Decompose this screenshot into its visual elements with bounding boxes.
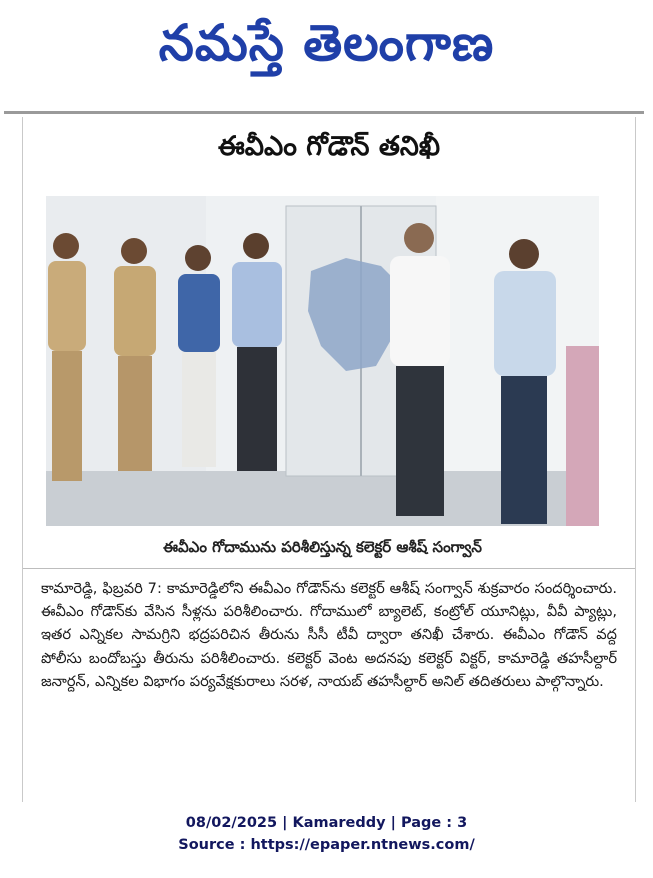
- news-article: [22, 117, 636, 802]
- page-footer: [0, 812, 653, 856]
- newspaper-logo-title: నమస్తే తెలంగాణ: [158, 14, 495, 72]
- masthead-divider: [4, 111, 644, 114]
- photo-caption: ఈవీఎం గోదామును పరిశీలిస్తున్న కలెక్టర్ ఆశీష్ సంగ్వాన్: [163, 538, 482, 556]
- article-photo: [46, 196, 599, 526]
- footer-source-link[interactable]: Source : https://epaper.ntnews.com/: [178, 837, 475, 853]
- footer-date-edition-page: 08/02/2025 | Kamareddy | Page : 3: [185, 815, 468, 831]
- photo-illustration: [46, 196, 599, 526]
- article-body: [41, 577, 617, 693]
- article-paragraph: కామారెడ్డి, ఫిబ్రవరి 7: కామారెడ్డిలోని ఈవీఎం గోడౌన్‌ను కలెక్టర్ ఆశీష్ సంగ్వాన్ శుక్రవారం సందర్శించారు. ఈవీఎం గోడౌన్‌కు వేసిన సీళ్లను పరిశీలించారు. గోదాములో బ్యాలెట్, కంట్రోల్ యూనిట్లు, వీవీ ప్యాట్లు, ఇతర ఎన్నికల సామగ్రిని భద్రపరిచిన తీరును సీసీ టీవీ ద్వారా తనిఖీ చేశారు. ఈవీఎం గోడౌన్ వద్ద పోలీసు బందోబస్తు తీరును పరిశీలించారు. కలెక్టర్ వెంట అదనపు కలెక్టర్ విక్టర్, కామారెడ్డి తహసీల్దార్ జనార్దన్, ఎన్నికల విభాగం పర్యవేక్షకురాలు సరళ, నాయబ్ తహసీల్దార్ అనిల్ తదితరులు పాల్గొన్నారు.: [41, 580, 617, 690]
- caption-divider: [23, 568, 635, 569]
- article-headline: ఈవీఎం గోడౌన్ తనిఖీ: [217, 131, 441, 162]
- masthead: [0, 0, 653, 112]
